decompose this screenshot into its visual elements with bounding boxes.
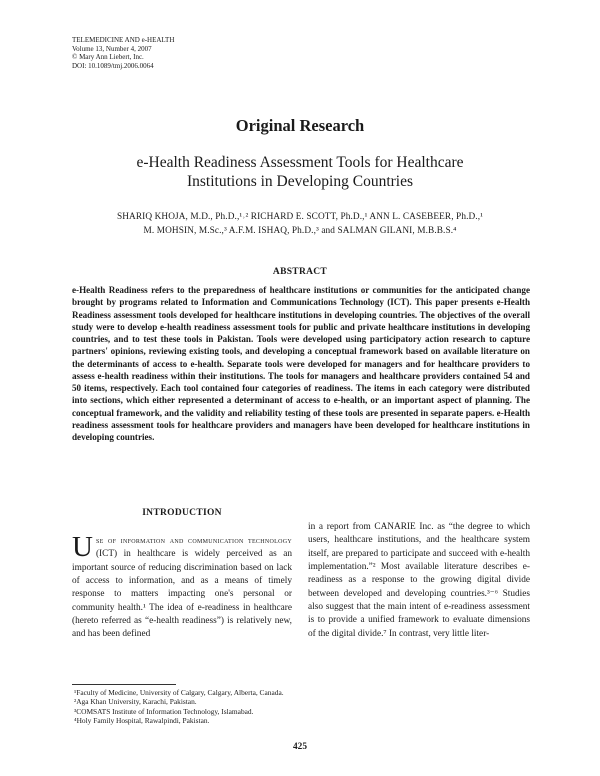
paper-title	[60, 153, 540, 191]
intro-small-caps: se of information and communication technology	[95, 535, 292, 545]
body-column-left	[72, 531, 292, 642]
body-column-right: in a report from CANARIE Inc. as “the degree to which users, healthcare institutions, and the healthcare system itself, are prepared to participate and succeed with e-health implementation.”² Most available literature describes e-readiness as a response to the growing digital divide between developed and developing countries.³⁻⁶ Studies also suggest that the main intent of e-readiness assessment is to provide a unified framework to evaluate dimensions of the digital divide.⁷ In contrast, very little liter-	[308, 522, 530, 639]
authors-line-1: SHARIQ KHOJA, M.D., Ph.D.,¹˒² RICHARD E. SCOTT, Ph.D.,¹ ANN L. CASEBEER, Ph.D.,¹	[116, 212, 484, 222]
title-line-1: e-Health Readiness Assessment Tools for Healthcare	[136, 154, 464, 171]
footnotes	[74, 688, 284, 726]
footnote: ²Aga Khan University, Karachi, Pakistan.	[74, 697, 197, 707]
drop-cap: U	[72, 531, 93, 563]
author-list	[60, 211, 540, 238]
abstract-heading: ABSTRACT	[272, 267, 328, 277]
introduction-heading: INTRODUCTION	[142, 508, 222, 518]
abstract-body: e-Health Readiness refers to the preparedness of healthcare institutions or communities for the anticipated change brought by programs related to Information and Communications Technology (ICT). This paper presents e-Health Readiness assessment tools developed for healthcare institutions in developing countries. The objectives of the overall study were to develop e-health readiness assessment tools for public and private healthcare institutions in developing countries, and to test these tools in Pakistan. Tools were developed using participatory action research to capture partners' opinions, reviewing existing tools, and developing a conceptual framework based on available literature on the determinants of access to e-health. Separate tools were developed for managers and for healthcare providers to assess e-health readiness within their institutions. The tools for managers and healthcare providers contained 54 and 50 items, respectively. Each tool contained four categories of readiness. The items in each category were distributed into sections, which either represented a determinant of access to e-health, or an important aspect of planning. The conceptual framework, and the validity and reliability testing of these tools are presented in separate papers. e-Health readiness assessment tools for healthcare providers and managers have been developed for healthcare institutions in developing countries.	[72, 285, 530, 442]
section-label: Original Research	[235, 116, 365, 135]
doi: DOI: 10.1089/tmj.2006.0064	[72, 61, 154, 70]
page-number: 425	[293, 742, 307, 752]
footnote-divider	[72, 684, 176, 685]
title-line-2: Institutions in Developing Countries	[186, 173, 414, 190]
footnote: ¹Faculty of Medicine, University of Calgary, Calgary, Alberta, Canada.	[74, 688, 284, 697]
journal-volume: Volume 13, Number 4, 2007	[72, 44, 152, 53]
intro-left-text: (ICT) in healthcare is widely perceived as an important source of reducing discrimination based on lack of access to information, and as a means of timely response to matters impacting one's personal or community health.¹ The idea of e-readiness in healthcare (hereto referred as “e-health readiness”) is relatively new, and has been defined	[72, 549, 292, 640]
copyright-notice: © Mary Ann Liebert, Inc.	[72, 53, 144, 62]
authors-line-2: M. MOHSIN, M.Sc.,³ A.F.M. ISHAQ, Ph.D.,³ and SALMAN GILANI, M.B.B.S.⁴	[143, 225, 457, 236]
journal-header	[72, 36, 174, 70]
journal-name: TELEMEDICINE AND e-HEALTH	[72, 36, 175, 44]
footnote: ³COMSATS Institute of Information Technology, Islamabad.	[74, 706, 254, 716]
footnote: ⁴Holy Family Hospital, Rawalpindi, Pakistan.	[74, 716, 210, 726]
